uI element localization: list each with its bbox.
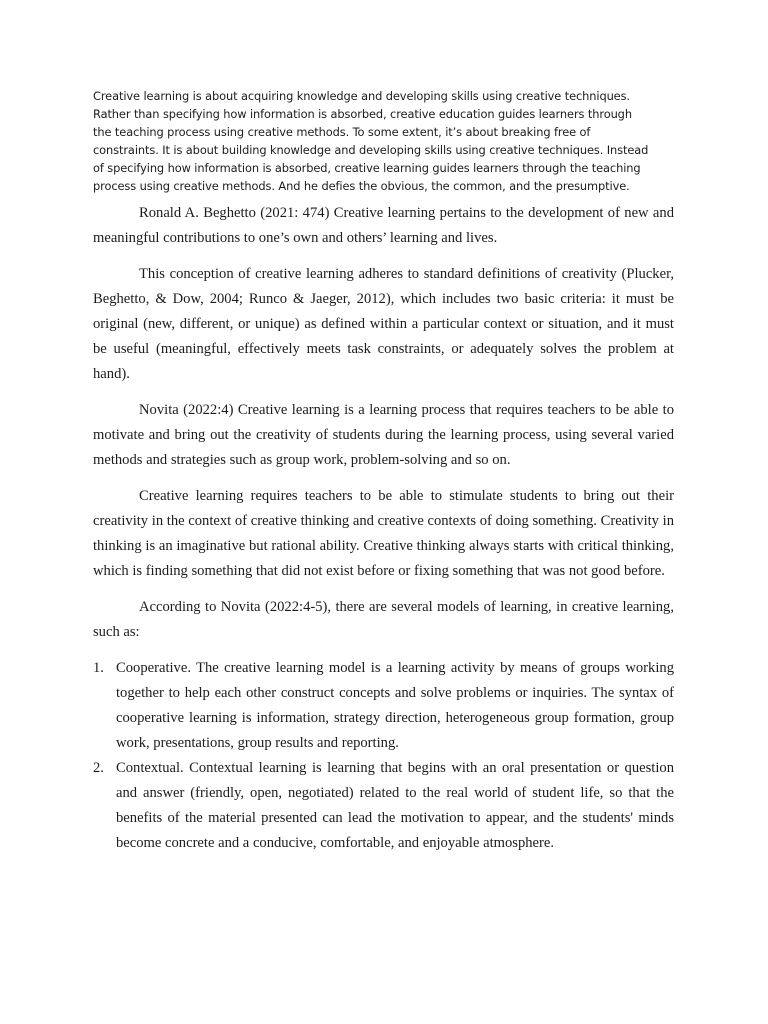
paragraph-beghetto: Ronald A. Beghetto (2021: 474) Creative learning pertains to the development of new and meaningful contributions to one’s own and others’ learning and lives. (93, 205, 674, 246)
list-item-number: 2. (93, 760, 104, 776)
intro-paragraph: Creative learning is about acquiring knowledge and developing skills using creative techniques. Rather than specifying how information is absorbed, creative education guides learners through the teaching process using creative methods. To some extent, it’s about breaking free of constraints. It is about building knowledge and developing skills using creative techniques. Instead of specifying how information is absorbed, creative learning guides learners through the teaching process using creative methods. And he defies the obvious, the common, and the presumptive. (93, 89, 649, 193)
paragraph-novita: Novita (2022:4) Creative learning is a learning process that requires teachers to be able to motivate and bring out the creativity of students during the learning process, using several varied methods and strategies such as group work, problem-solving and so on. (93, 402, 674, 468)
paragraph-requirements: Creative learning requires teachers to be able to stimulate students to bring out their creativity in the context of creative thinking and creative contexts of doing something. Creativity in thinking is an imaginative but rational ability. Creative thinking always starts with critical thinking, which is finding something that did not exist before or fixing something that was not good before. (93, 488, 674, 579)
list-item (93, 656, 674, 756)
document-page (93, 87, 674, 856)
paragraph-models-intro: According to Novita (2022:4-5), there are several models of learning, in creative learning, such as: (93, 599, 674, 640)
list-item-number: 1. (93, 660, 104, 676)
list-item-text: Cooperative. The creative learning model is a learning activity by means of groups working together to help each other construct concepts and solve problems or inquiries. The syntax of cooperative learning is information, strategy direction, heterogeneous group formation, group work, presentations, group results and reporting. (116, 660, 674, 751)
learning-models-list (93, 656, 674, 856)
list-item (93, 756, 674, 856)
paragraph-conception: This conception of creative learning adheres to standard definitions of creativity (Plucker, Beghetto, & Dow, 2004; Runco & Jaeger, 2012), which includes two basic criteria: it must be original (new, different, or unique) as defined within a particular context or situation, and it must be useful (meaningful, effectively meets task constraints, or adequately solves the problem at hand). (93, 266, 674, 382)
list-item-text: Contextual. Contextual learning is learning that begins with an oral presentation or question and answer (friendly, open, negotiated) related to the real world of student life, so that the benefits of the material presented can lead the motivation to appear, and the students' minds become concrete and a conducive, comfortable, and enjoyable atmosphere. (116, 760, 674, 851)
